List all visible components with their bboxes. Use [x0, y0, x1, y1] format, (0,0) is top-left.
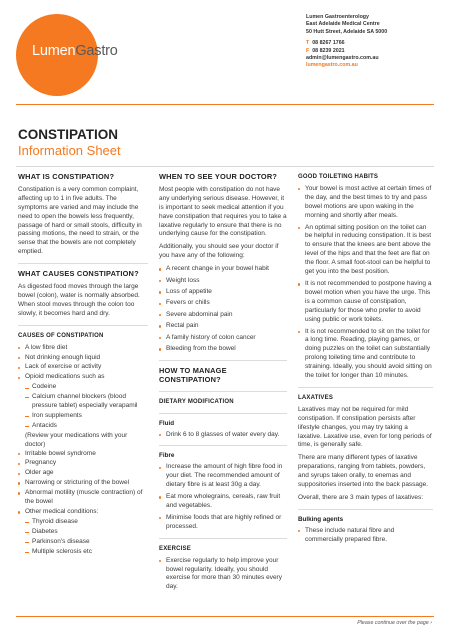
medication-note: (Review your medications with your doctor) [25, 431, 128, 448]
causes-list-2 [18, 450, 148, 517]
continue-note: Please continue over the page › [357, 620, 432, 626]
page-header [0, 0, 450, 105]
list-item: Narrowing or stricturing of the bowel [18, 479, 148, 488]
section-divider [159, 360, 287, 361]
list-item: Severe abdominal pain [159, 311, 287, 320]
contact-phone: 08 8267 1766 [312, 40, 345, 47]
page-title: CONSTIPATION [18, 127, 118, 142]
list-item: Thyroid disease [18, 518, 148, 527]
contact-address2: 50 Hutt Street, Adelaide SA 5000 [306, 28, 388, 35]
laxatives-text-3: Overall, there are 3 main types of laxatives: [298, 494, 424, 501]
laxatives-text-2: There are many different types of laxative preparations, ranging from tablets, powders, and syrups taken orally, to enemas and suppositories inserted into the back passage. [298, 454, 429, 489]
header-divider [16, 104, 434, 105]
list-item: Eat more wholegrains, cereals, raw fruit and vegetables. [159, 493, 287, 511]
column-2 [159, 173, 287, 593]
causes-heading: CAUSES OF CONSTIPATION [18, 332, 104, 339]
list-item: Multiple sclerosis etc [18, 548, 148, 557]
list-item: An optimal sitting position on the toilet can be helpful in reducing constipation. It is best to ensure that the knees are bent above the level of the hips and that the feet are flat on the floor. A small foot-stool can be helpful to get you into the best position. [298, 224, 433, 277]
contact-fax: 08 8239 2021 [312, 47, 345, 54]
doctor-text-1: Most people with constipation do not have any underlying serious disease. However, it is important to seek medical attention if you have constipation that requires you to take a laxative regularly to ensure that there is no underlying cause for the constipation. [159, 185, 287, 238]
fluid-heading: Fluid [159, 419, 175, 427]
habits-heading: GOOD TOILETING HABITS [298, 174, 379, 180]
conditions-list [18, 518, 148, 557]
title-divider [16, 166, 434, 167]
contact-phone-line [306, 40, 387, 47]
section-divider [18, 263, 148, 264]
list-item: Codeine [18, 383, 148, 392]
section-divider [159, 538, 287, 539]
list-item: Weight loss [159, 277, 287, 286]
exercise-heading: EXERCISE [159, 545, 191, 552]
contact-name: Lumen Gastroenterology [306, 14, 369, 20]
column-3 [298, 173, 433, 546]
list-item: A family history of colon cancer [159, 334, 287, 343]
list-item: It is not recommended to postpone having a bowel motion when you have the urge. This is a common cause of constipation, particularly for those who prefer to avoid using public or work toilets. [298, 280, 433, 325]
doctor-heading: WHEN TO SEE YOUR DOCTOR? [159, 172, 278, 181]
list-item: Other medical conditions: [18, 508, 148, 517]
medications-list [18, 383, 148, 431]
list-item: Rectal pain [159, 322, 287, 331]
list-item: Loss of appetite [159, 288, 287, 297]
habits-list [298, 185, 433, 381]
list-item: Pregnancy [18, 459, 148, 468]
cause-text: As digested food moves through the large bowel (colon), water is normally absorbed. When stool moves through the colon too slowly, it becomes hard and dry. [18, 283, 140, 317]
section-divider [159, 413, 287, 414]
list-item: Minimise foods that are highly refined or processed. [159, 514, 287, 532]
cause-heading: WHAT CAUSES CONSTIPATION? [18, 269, 139, 279]
doctor-list [159, 265, 287, 354]
contact-email[interactable]: admin@lumengastro.com.au [306, 55, 379, 62]
list-item: Abnormal motility (muscle contraction) of the bowel [18, 489, 148, 507]
laxatives-heading: LAXATIVES [298, 394, 334, 401]
contact-fax-line [306, 48, 387, 55]
list-item: Drink 6 to 8 glasses of water every day. [159, 431, 287, 440]
list-item: It is not recommended to sit on the toilet for a long time. Reading, playing games, or doing puzzles on the toilet can substantially prolong toileting time and contribute to straining. Ideally, you should avoid sitting on the toilet for longer than 10 minutes. [298, 328, 433, 381]
section-divider [159, 445, 287, 446]
section-divider [298, 509, 433, 510]
section-divider [18, 325, 148, 326]
list-item: Not drinking enough liquid [18, 354, 148, 363]
fluid-list [159, 431, 287, 440]
footer-divider [16, 616, 434, 617]
list-item: Lack of exercise or activity [18, 363, 148, 372]
list-item: Parkinson's disease [18, 538, 148, 547]
doctor-text-2: Additionally, you should see your doctor if you have any of the following: [159, 243, 279, 260]
section-divider [159, 391, 287, 392]
logo-wordmark [32, 43, 118, 59]
phone-label: T [306, 40, 310, 47]
list-item: Opioid medications such as [18, 373, 148, 382]
page-subtitle: Information Sheet [18, 143, 121, 158]
logo-part1: Lumen [32, 43, 76, 59]
fibre-heading: Fibre [159, 452, 175, 460]
fibre-list [159, 463, 287, 531]
contact-website[interactable]: lumengastro.com.au [306, 62, 358, 69]
bulking-list [298, 527, 433, 545]
list-item: Your bowel is most active at certain times of the day, and the best times to try and pass bowel motions are upon waking in the morning and shortly after meals. [298, 185, 433, 221]
bulking-heading: Bulking agents [298, 515, 344, 523]
fax-label: F [306, 47, 310, 54]
list-item: These include natural fibre and commercially prepared fibre. [298, 527, 433, 545]
column-1 [18, 173, 148, 558]
list-item: A recent change in your bowel habit [159, 265, 287, 274]
diet-heading: DIETARY MODIFICATION [159, 398, 234, 405]
what-heading: WHAT IS CONSTIPATION? [18, 172, 115, 181]
list-item: Calcium channel blockers (blood pressure tablet) especially verapamil [18, 393, 148, 411]
list-item: Increase the amount of high fibre food in your diet. The recommended amount of dietary fibre is at least 30g a day. [159, 463, 287, 490]
exercise-list [159, 557, 287, 593]
logo-part2: Gastro [75, 43, 118, 59]
list-item: Bleeding from the bowel [159, 345, 287, 354]
list-item: Diabetes [18, 528, 148, 537]
list-item: Antacids [18, 422, 148, 431]
list-item: Irritable bowel syndrome [18, 450, 148, 459]
section-divider [298, 387, 433, 388]
list-item: Fevers or chills [159, 299, 287, 308]
list-item: A low fibre diet [18, 344, 148, 353]
contact-block [306, 14, 387, 70]
what-text: Constipation is a very common complaint, affecting up to 1 in five adults. The symptoms are varied and may include the need to open the bowels less frequently, passage of hard or small stools, difficulty in passing motions, the need to strain, or the sense that the bowels are not completely emptied. [18, 185, 142, 256]
list-item: Older age [18, 469, 148, 478]
list-item: Exercise regularly to help improve your bowel regularity. Ideally, you should exercise for more than 30 minutes every day. [159, 557, 287, 593]
causes-list [18, 344, 148, 383]
laxatives-text-1: Laxatives may not be required for mild constipation. If constipation persists after lifestyle changes, you may try taking a laxative. Laxative use, even for long periods of time, is generally safe. [298, 405, 432, 449]
contact-address1: East Adelaide Medical Centre [306, 21, 380, 28]
manage-heading: HOW TO MANAGE CONSTIPATION? [159, 365, 227, 384]
list-item: Iron supplements [18, 412, 148, 421]
